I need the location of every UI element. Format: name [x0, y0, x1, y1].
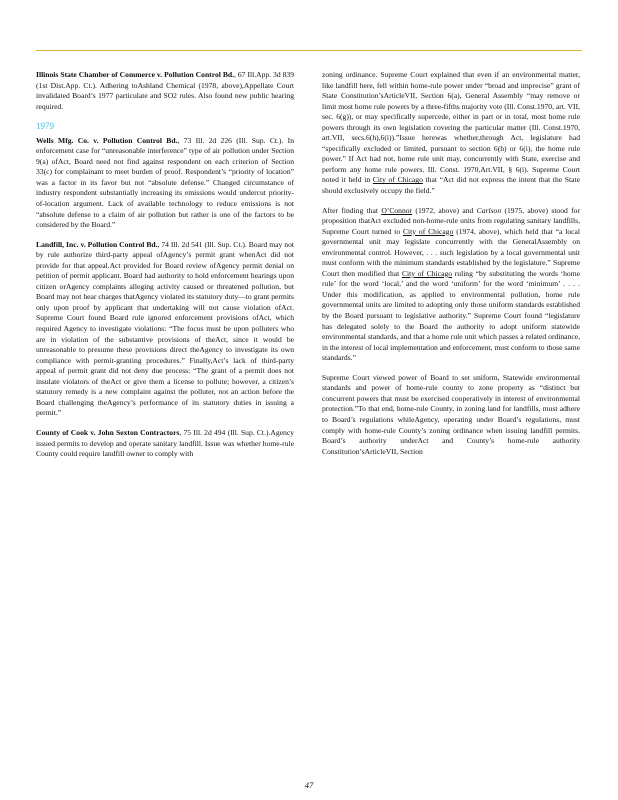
- paragraph: [322, 373, 580, 457]
- case-text: , 67 Ill.App. 3d 839 (1st Dist.App. Ct.). Adhering toAshland Chemical (1978, above),Appellate Court invalidated Board’s 1977 particulate and SO2 rules. Also found new public hearing required.: [36, 70, 294, 111]
- year-heading: 1979: [36, 121, 54, 132]
- case-name: County of Cook v. John Sexton Contractors: [36, 427, 180, 437]
- case-citation: City of Chicago: [372, 175, 423, 185]
- paragraph-text: After finding that: [322, 205, 382, 215]
- paragraph-text: (1972, above) and: [412, 205, 477, 215]
- case-citation: City of Chicago: [402, 226, 454, 236]
- page-number: 47: [304, 780, 314, 790]
- case-citation: O’Connor: [381, 205, 413, 215]
- paragraph-text: that “Act did not express the intent that the State should exclusively occupy the field.”: [322, 175, 580, 196]
- case-text: , 74 Ill. 2d 541 (Ill. Sup. Ct.). Board may not by rule authorize third-party appeal ofAgency’s permit grant whenAct did not provide for that appeal.Act provided for Board review ofAgency permit denial on petition of permit applicant. Board had authority to hold enforcement hearings upon citizen orAgency complaints alleging activity caused or threatened pollution, but Board may not hear charges thatAgency violated its statutory duty—to grant permits only upon proof by applicant that undertaking will not cause violation ofAct. Supreme Court found Board rule ignored enforcement provisions ofAct, which required Agency to investigate violations: “The focus must be upon polluters who are in violation of the substantive provisions of theAct, since it would be unreasonable to presume these provisions direct theAgency to investigate its own compliance with permit-granting procedures.” Finally,Act’s lack of third-party appeal of permit grant did not deny due process: “The grant of a permit does not insulate violators of theAct or give them a license to pollute; however, a citizen’s statutory remedy is a new complaint against the polluter, not an action before the Board challenging theAgency’s performance of its statutory duties in issuing a permit.”: [36, 239, 294, 418]
- left-column: [36, 70, 294, 469]
- case-text: , 75 Ill. 2d 494 (Ill. Sup. Ct.).Agency issued permits to develop and operate sanitary landfill. Issue was whether home-rule County could require landfill owner to comply with: [36, 427, 294, 459]
- header-rule: [36, 50, 582, 51]
- case-name: Landfill, Inc. v. Pollution Control Bd.: [36, 239, 158, 249]
- paragraph: [322, 70, 580, 197]
- right-column: [322, 70, 580, 466]
- paragraph-text: ruling “by substituting the words ‘home rule’ for the word ‘local,’ and the word ‘uniform’ for the word ‘minimum’ . . . . Under this modification, as applied to environmental pollution, home rule governmental units are limited to adopting only those uniform standards established by the Board pursuant to legislative authority.” Supreme Court found “legislature has delegated solely to the Board the authority to adopt uniform statewide environmental standards, and that a home rule unit which passes a related ordinance, in the interest of local implementation and enforcement, must conform to those same standards.”: [322, 268, 580, 363]
- case-entry: [36, 70, 294, 112]
- paragraph-text: (1975, above) stood for proposition thatAct excluded non-home-rule units from regulating sanitary landfills, Supreme Court turned to: [322, 205, 580, 236]
- case-entry: [36, 428, 294, 460]
- case-citation: City of Chicago: [401, 268, 453, 278]
- paragraph-text: Supreme Court viewed power of Board to set uniform, Statewide environmental standards and power of home-rule county to zone property as “distinct but concurrent powers that must be exercised cooperatively in interest of environmental protection.”To that end, home-rule County, in zoning land for landfills, must adhere to Board’s regulations whileAgency, operating under Board’s regulations, must comply with home-rule County’s zoning ordinance when issuing landfill permits. Board’s authority underAct and County’s home-rule authority Constitution’sArticleVII, Section: [322, 372, 580, 456]
- case-name: Illinois State Chamber of Commerce v. Pollution Control Bd.: [36, 70, 235, 79]
- case-text: , 73 Ill. 2d 226 (Ill. Sup. Ct.). In enforcement case for “unreasonable interference” type of air pollution under Section 9(a) ofAct, Board need not find against respondent on each criterion of Section 33(c) for complainant to meet burden of proof. Respondent’s “priority of location” was a factor in its favor but not “absolute defense.” Changed circumstance of industry respondent substantially increasing its emissions would undercut priority-of-location argument. Lack of available technology to reduce emissions is not “absolute defense to a claim of air pollution but rather is one of the factors to be considered by the Board.”: [36, 135, 295, 230]
- paragraph-text: zoning ordinance. Supreme Court explained that even if an environmental matter, like landfill here, fell within home-rule power under “broad and imprecise” grant of State Constitution’sArticleVII, Section 6(a), General Assembly “may remove or limit most home rule powers by a three-fifths majority vote (Ill. Const.1970, art. VII, sec. 6(g)), or may specifically supercede, either in part or in total, most home rule powers through its own legislation covering the particular matter (Ill. Const.1970, art.VII, secs.6(h),6(i)).”Issue herewas whether,through Act, legislature had “specifically excluded or limited, pursuant to section 6(h) or 6(i), the home rule power.” If Act had not, home rule unit may, concurrently with State, exercise and perform any home rule powers. Ill. Const. 1970,Art.VII, § 6(i). Supreme Court noted it held in: [322, 70, 580, 185]
- case-citation: Carlson: [476, 205, 502, 215]
- paragraph: [322, 206, 580, 364]
- case-entry: [36, 240, 294, 419]
- case-entry: [36, 136, 294, 231]
- case-name: Wells Mfg. Co. v. Pollution Control Bd.: [36, 135, 178, 145]
- paragraph-text: (1974, above), which held that “a local governmental unit may legislate concurrently with the GeneralAssembly on environmental control. However, . . . such legislation by a local governmental unit must conform with the minimum standards established by the legislature.” Supreme Court then modified that: [322, 226, 580, 278]
